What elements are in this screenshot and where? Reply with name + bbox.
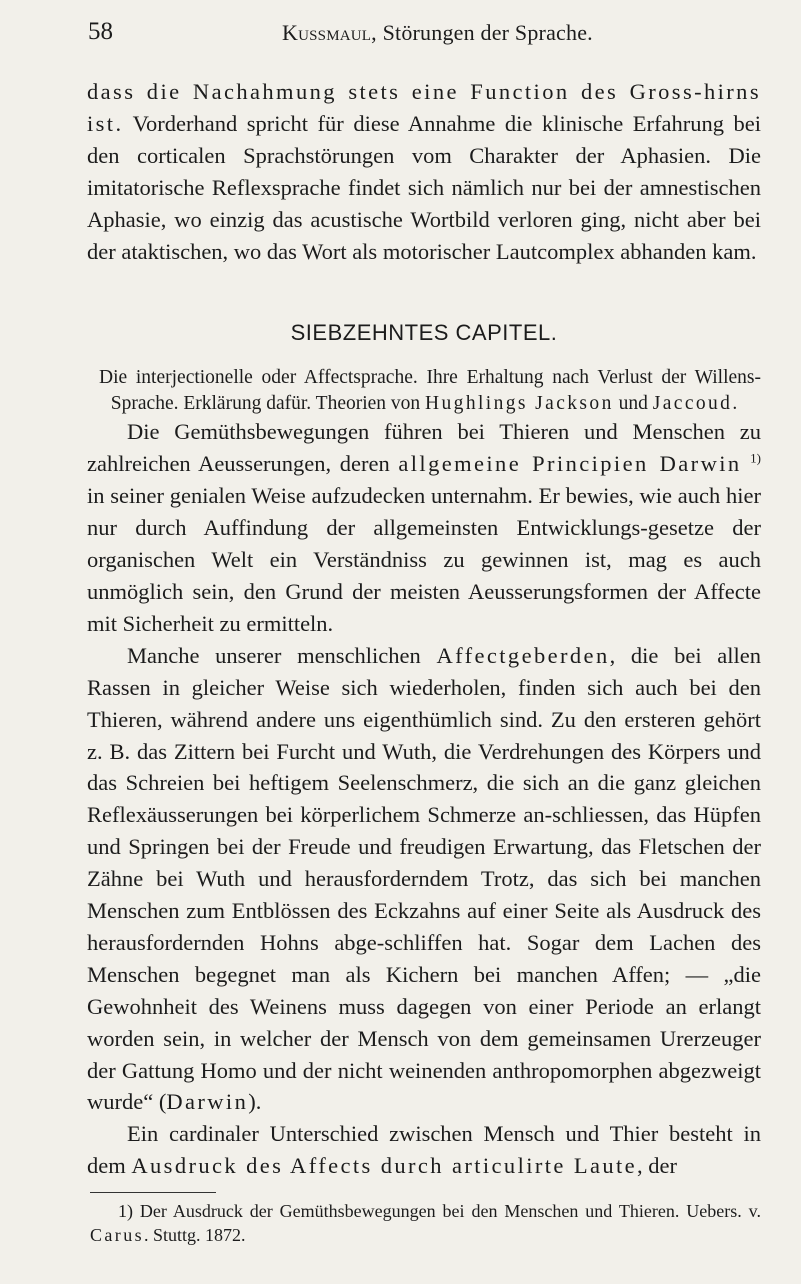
footnote-body: . Stuttg. 1872.	[144, 1225, 246, 1245]
footnote	[90, 1199, 761, 1247]
summary-text: Die interjectionelle oder Affectsprache. Ihre Erhaltung nach Verlust der Willens-Sprache. Erklärung dafür. Theorien von	[99, 367, 761, 414]
paragraph-text: Vorderhand spricht für diese Annahme die klinische Erfahrung bei den corticalen Sprachstörungen vom Charakter der Aphasien. Die imitatorische Reflexsprache findet sich nämlich nur bei der amnestischen Aphasie, wo einzig das acustische Wortbild verloren ging, nicht aber bei der ataktischen, wo das Wort als motorischer Lautcomplex abhanden kam.	[87, 110, 761, 264]
summary-name-hughlings-jackson: Hughlings Jackson	[425, 392, 614, 414]
paragraph-text: , der	[637, 1153, 678, 1179]
chapter-title: SIEBZEHNTES CAPITEL.	[290, 320, 558, 346]
paragraph-4	[87, 1118, 761, 1182]
footnote-name-carus: Carus	[90, 1225, 144, 1245]
paragraph-2	[87, 416, 761, 639]
paragraph-3	[87, 640, 761, 1119]
footnote-text	[90, 1199, 761, 1247]
paragraph-text: in seiner genialen Weise aufzudecken unternahm. Er bewies, wie auch hier nur durch Auffindung der allgemeinsten Entwicklungs-gesetze der organischen Welt ein Verständniss zu gewinnen ist, mag es auch unmöglich sein, den Grund der meisten Aeusserungsformen der Affecte mit Sicherheit zu ermitteln.	[87, 483, 761, 636]
summary-text: und	[613, 392, 653, 414]
spaced-emphasis: Ausdruck des Affects durch articulirte Laute	[131, 1153, 638, 1179]
running-head-author: Kussmaul	[282, 20, 372, 45]
paragraph-text: , die bei allen Rassen in gleicher Weise sich wiederholen, finden sich auch bei den Thieren, während andere uns eigenthümlich sind. Zu den ersteren gehört z. B. das Zittern bei Furcht und Wuth, die Verdrehungen des Körpers und das Schreien bei heftigem Seelenschmerz, die sich an die ganz gleichen Reflexäusserungen bei körperlichem Schmerze an-schliessen, das Hüpfen und Springen bei der Freude und freudigen Erwartung, das Fletschen der Zähne bei Wuth und herausforderndem Trotz, das sich bei manchen Menschen zum Entblössen des Eckzahns auf einer Seite als Ausdruck des herausfordernden Hohns abge-schliffen hat. Sogar dem Lachen des Menschen begegnet man als Kichern bei manchen Affen; — „die Gewohnheit des Weinens muss dagegen von einer Periode an erlangt worden sein, in welcher der Mensch von dem gemeinsamen Urerzeuger der Gattung Homo und der nicht weinenden anthropomorphen abgezweigt wurde“ (	[87, 642, 762, 1115]
paragraph-1	[87, 76, 761, 267]
running-head-title: Störungen der Sprache.	[382, 20, 593, 45]
paragraph-text: Die Gemüthsbewegungen führen bei Thieren und Menschen zu zahlreichen Aeusserungen, deren	[87, 419, 761, 477]
page-header	[0, 14, 801, 50]
page-number: 58	[88, 18, 113, 45]
paragraph-text: Ein cardinaler Unterschied zwischen Mensch und Thier besteht in dem	[87, 1121, 761, 1179]
summary-name-jaccoud: Jaccoud	[652, 392, 733, 414]
body-text	[87, 76, 761, 1182]
spaced-emphasis: dass die Nachahmung stets eine Function des Gross-hirns ist.	[87, 79, 761, 136]
footnote-mark: 1)	[118, 1201, 133, 1221]
chapter-summary	[87, 365, 761, 416]
running-head: Kussmaul, Störungen der Sprache.	[282, 20, 593, 45]
summary-text: .	[732, 392, 738, 414]
paragraph-text: Manche unserer menschlichen	[127, 642, 437, 668]
footnote-reference[interactable]: 1)	[750, 450, 761, 466]
spaced-emphasis: Darwin	[166, 1089, 249, 1115]
spaced-emphasis: allgemeine Principien Darwin	[398, 451, 742, 477]
spaced-emphasis: Affectgeberden	[436, 642, 610, 668]
footnote-body: Der Ausdruck der Gemüthsbewegungen bei den Menschen und Thieren. Uebers. v.	[133, 1201, 761, 1221]
footnote-divider	[90, 1192, 216, 1193]
paragraph-text: ).	[248, 1089, 262, 1115]
